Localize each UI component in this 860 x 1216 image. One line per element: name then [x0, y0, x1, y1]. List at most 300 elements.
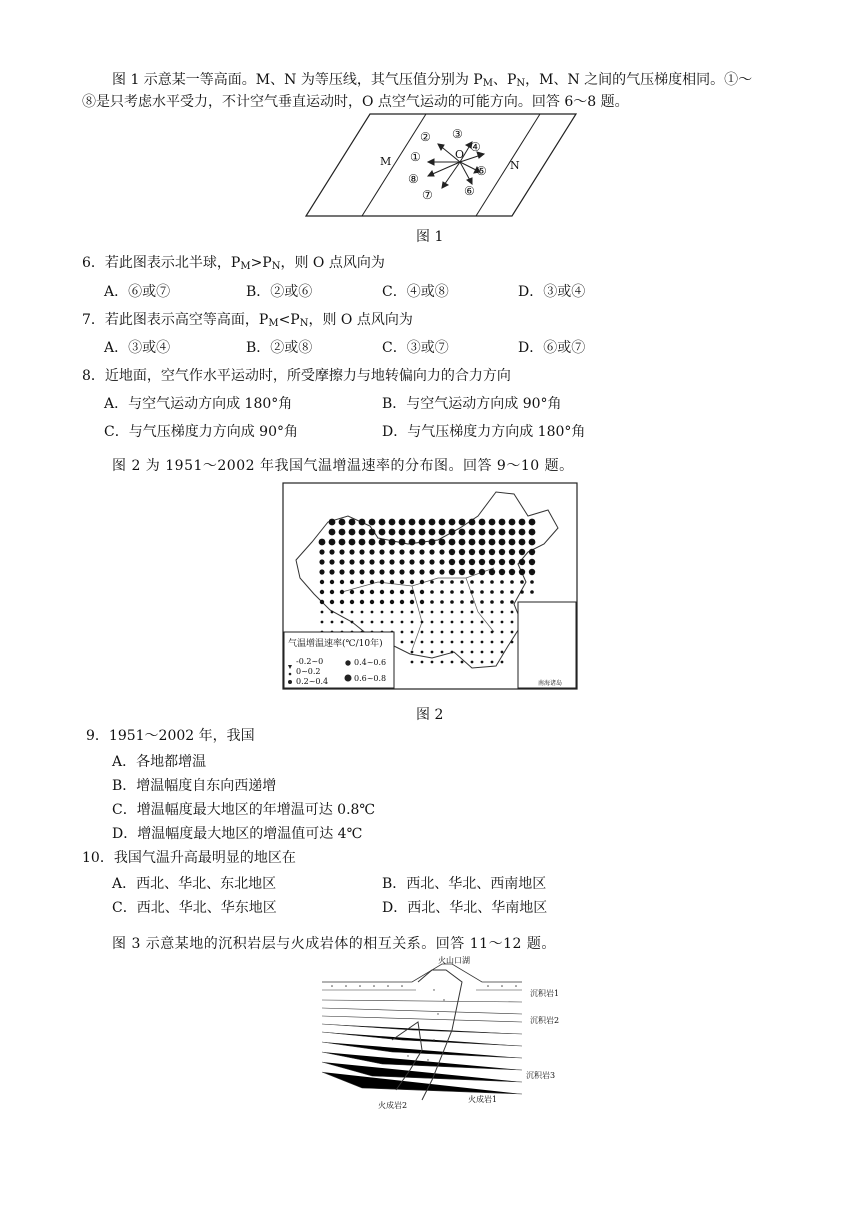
- fig3-label-sedimentary-3: 沉积岩3: [526, 1071, 556, 1080]
- map-dot: [469, 519, 476, 526]
- map-dot: [469, 529, 476, 536]
- map-dot: [349, 539, 356, 546]
- map-dot: [520, 580, 524, 584]
- fig2-legend-item-3: 0.2~0.4: [296, 677, 329, 686]
- map-dot: [529, 529, 536, 536]
- map-dot: [389, 539, 396, 546]
- map-dot: [319, 559, 324, 564]
- map-dot: [461, 621, 464, 624]
- map-dot: [331, 611, 334, 614]
- map-dot: [359, 539, 366, 546]
- map-dot: [441, 641, 444, 644]
- map-dot: [320, 580, 324, 584]
- map-dot: [391, 621, 394, 624]
- map-dot: [329, 539, 336, 546]
- map-dot: [329, 549, 334, 554]
- q8-stem: 8．近地面，空气作水平运动时，所受摩擦力与地转偏向力的合力方向: [82, 368, 511, 384]
- map-dot: [471, 621, 474, 624]
- map-dot: [379, 519, 386, 526]
- map-dot: [411, 631, 414, 634]
- map-dot: [481, 631, 484, 634]
- map-dot: [380, 600, 384, 604]
- map-dot: [339, 559, 344, 564]
- q10-option-c: C．西北、华北、华东地区: [112, 900, 277, 916]
- q7-stem: 7．若此图表示高空等高面，$P_M<P_N$，则 O 点风向为: [82, 312, 413, 329]
- map-dot: [339, 569, 344, 574]
- map-dot: [359, 549, 364, 554]
- fig1-arrow-4: ④: [470, 140, 481, 154]
- map-dot: [369, 559, 374, 564]
- map-dot: [481, 661, 484, 664]
- map-dot: [320, 590, 324, 594]
- map-dot: [431, 641, 434, 644]
- map-dot: [480, 580, 484, 584]
- map-dot: [449, 559, 455, 565]
- fig1-label-m: M: [380, 155, 392, 168]
- map-dot: [369, 519, 376, 526]
- q8-option-b: B．与空气运动方向成 90°角: [382, 396, 562, 412]
- map-dot: [399, 569, 404, 574]
- map-dot: [389, 559, 394, 564]
- map-dot: [360, 590, 364, 594]
- map-dot: [340, 580, 344, 584]
- map-dot: [330, 590, 334, 594]
- map-dot: [501, 641, 504, 644]
- map-dot: [399, 529, 406, 536]
- fig2-legend-item-2: 0~0.2: [296, 667, 321, 676]
- fig2-legend-title: 气温增温速率(℃/10年): [288, 639, 383, 649]
- map-dot: [461, 631, 464, 634]
- map-dot: [449, 529, 456, 536]
- fig2-legend-item-5: 0.6~0.8: [354, 674, 387, 683]
- map-dot: [511, 621, 514, 624]
- map-dot: [431, 661, 434, 664]
- map-dot: [499, 569, 505, 575]
- q10-option-d: D．西北、华北、华南地区: [382, 900, 548, 916]
- map-dot: [490, 580, 494, 584]
- map-dot: [451, 611, 454, 614]
- q9-option-c: C．增温幅度最大地区的年增温可达 0.8℃: [112, 802, 376, 818]
- map-dot: [430, 600, 434, 604]
- map-dot: [520, 590, 524, 594]
- map-dot: [390, 600, 394, 604]
- map-dot: [491, 641, 494, 644]
- map-dot: [491, 631, 494, 634]
- map-dot: [449, 549, 455, 555]
- map-dot: [349, 569, 354, 574]
- map-dot: [479, 569, 485, 575]
- map-dot: [410, 580, 414, 584]
- map-dot: [419, 569, 424, 574]
- map-dot: [381, 611, 384, 614]
- fig1-label-n: N: [510, 159, 520, 172]
- map-dot: [379, 559, 384, 564]
- map-dot: [519, 549, 525, 555]
- intro-2: 图 2 为 1951～2002 年我国气温增温速率的分布图。回答 9～10 题。: [112, 458, 574, 474]
- map-dot: [339, 529, 346, 536]
- map-dot: [451, 661, 454, 664]
- map-dot: [349, 549, 354, 554]
- map-dot: [351, 611, 354, 614]
- map-dot: [339, 549, 344, 554]
- map-dot: [421, 611, 424, 614]
- map-dot: [420, 580, 424, 584]
- map-dot: [409, 529, 416, 536]
- map-dot: [369, 539, 376, 546]
- map-dot: [530, 590, 534, 594]
- q6-option-c: C．④或⑧: [382, 284, 449, 300]
- map-dot: [481, 641, 484, 644]
- intro-1-line-1: 图 1 示意某一等高面。M、N 为等压线，其气压值分别为 $P_M$、$P_N$，M、N 之间的气压梯度相同。①～: [112, 72, 753, 89]
- map-dot: [340, 600, 344, 604]
- map-dot: [431, 651, 434, 654]
- map-dot: [451, 641, 454, 644]
- map-dot: [370, 590, 374, 594]
- map-dot: [461, 641, 464, 644]
- map-dot: [419, 549, 424, 554]
- map-dot: [439, 529, 446, 536]
- map-dot: [519, 539, 526, 546]
- map-dot: [510, 590, 514, 594]
- map-dot: [500, 580, 504, 584]
- map-dot: [460, 590, 464, 594]
- map-dot: [380, 580, 384, 584]
- map-dot: [510, 600, 514, 604]
- map-dot: [399, 539, 406, 546]
- q7-option-b: B．②或⑧: [246, 340, 313, 356]
- q10-option-a: A．西北、华北、东北地区: [112, 876, 277, 892]
- map-dot: [421, 621, 424, 624]
- map-dot: [529, 539, 536, 546]
- map-dot: [511, 611, 514, 614]
- map-dot: [490, 590, 494, 594]
- map-dot: [440, 600, 444, 604]
- q7-option-d: D．⑥或⑦: [518, 340, 586, 356]
- map-dot: [480, 590, 484, 594]
- fig2-inset-label: 南海诸岛: [538, 680, 563, 687]
- map-dot: [479, 529, 486, 536]
- map-dot: [439, 559, 444, 564]
- map-dot: [500, 590, 504, 594]
- map-dot: [509, 559, 515, 565]
- map-dot: [399, 519, 406, 526]
- fig1-arrow-2: ②: [420, 130, 431, 144]
- map-dot: [519, 569, 525, 575]
- map-dot: [471, 641, 474, 644]
- map-dot: [449, 519, 456, 526]
- map-dot: [490, 600, 494, 604]
- map-dot: [329, 529, 336, 536]
- map-dot: [471, 661, 474, 664]
- map-dot: [479, 539, 486, 546]
- map-dot: [339, 519, 346, 526]
- map-dot: [370, 600, 374, 604]
- map-dot: [501, 611, 504, 614]
- map-dot: [401, 641, 404, 644]
- map-dot: [391, 611, 394, 614]
- q9-option-b: B．增温幅度自东向西递增: [112, 778, 277, 794]
- map-dot: [319, 539, 326, 546]
- map-dot: [350, 600, 354, 604]
- map-dot: [469, 569, 475, 575]
- map-dot: [321, 621, 324, 624]
- map-dot: [519, 529, 526, 536]
- map-dot: [329, 569, 334, 574]
- map-dot: [349, 519, 356, 526]
- map-dot: [359, 519, 366, 526]
- map-dot: [350, 590, 354, 594]
- map-dot: [379, 529, 386, 536]
- intro-1-line-2: ⑧是只考虑水平受力，不计空气垂直运动时，O 点空气运动的可能方向。回答 6～8 题。: [82, 94, 629, 110]
- map-dot: [421, 651, 424, 654]
- fig1-arrow-5: ⑤: [476, 164, 487, 178]
- fig3-label-igneous-1: 火成岩1: [468, 1095, 498, 1104]
- q10-option-b: B．西北、华北、西南地区: [382, 876, 547, 892]
- map-dot: [509, 529, 516, 536]
- map-dot: [411, 651, 414, 654]
- figure-1: [300, 112, 580, 220]
- map-dot: [509, 569, 515, 575]
- map-dot: [489, 519, 496, 526]
- map-dot: [421, 631, 424, 634]
- map-dot: [331, 621, 334, 624]
- map-dot: [319, 549, 324, 554]
- map-dot: [421, 641, 424, 644]
- map-dot: [369, 569, 374, 574]
- map-dot: [319, 569, 324, 574]
- map-dot: [329, 519, 336, 526]
- map-dot: [341, 621, 344, 624]
- fig3-label-sedimentary-1: 沉积岩1: [530, 989, 560, 998]
- map-dot: [419, 529, 426, 536]
- map-dot: [389, 529, 396, 536]
- map-dot: [409, 559, 414, 564]
- map-dot: [440, 590, 444, 594]
- map-dot: [469, 559, 475, 565]
- map-dot: [491, 661, 494, 664]
- fig1-arrow-7: ⑦: [422, 188, 433, 202]
- map-dot: [501, 621, 504, 624]
- map-dot: [451, 621, 454, 624]
- map-dot: [359, 529, 366, 536]
- map-dot: [451, 651, 454, 654]
- map-dot: [431, 631, 434, 634]
- map-dot: [359, 569, 364, 574]
- fig3-label-igneous-2: 火成岩2: [378, 1101, 408, 1110]
- map-dot: [361, 621, 364, 624]
- map-dot: [389, 519, 396, 526]
- map-dot: [419, 519, 426, 526]
- q6-option-d: D．③或④: [518, 284, 586, 300]
- map-dot: [449, 569, 455, 575]
- map-dot: [389, 549, 394, 554]
- map-dot: [499, 559, 505, 565]
- map-dot: [400, 600, 404, 604]
- map-dot: [399, 549, 404, 554]
- map-dot: [340, 590, 344, 594]
- map-dot: [509, 539, 516, 546]
- map-dot: [400, 590, 404, 594]
- map-dot: [379, 539, 386, 546]
- map-dot: [431, 611, 434, 614]
- map-dot: [469, 549, 475, 555]
- map-dot: [529, 549, 535, 555]
- map-dot: [429, 569, 434, 574]
- map-dot: [330, 600, 334, 604]
- q9-option-d: D．增温幅度最大地区的增温值可达 4℃: [112, 826, 363, 842]
- fig3-label-sedimentary-2: 沉积岩2: [530, 1016, 560, 1025]
- map-dot: [480, 600, 484, 604]
- map-dot: [441, 651, 444, 654]
- q9-stem: 9．1951～2002 年，我国: [86, 728, 255, 744]
- map-dot: [451, 631, 454, 634]
- map-dot: [530, 580, 534, 584]
- q8-option-c: C．与气压梯度力方向成 90°角: [104, 424, 298, 440]
- map-dot: [369, 549, 374, 554]
- map-dot: [361, 611, 364, 614]
- map-dot: [499, 529, 506, 536]
- map-dot: [379, 569, 384, 574]
- map-dot: [450, 580, 454, 584]
- map-dot: [410, 590, 414, 594]
- map-dot: [519, 559, 525, 565]
- map-dot: [401, 611, 404, 614]
- map-dot: [499, 519, 506, 526]
- fig3-label-crater-lake: 火山口湖: [438, 956, 470, 965]
- map-dot: [339, 539, 346, 546]
- map-dot: [429, 549, 434, 554]
- map-dot: [481, 621, 484, 624]
- map-dot: [329, 559, 334, 564]
- map-dot: [379, 549, 384, 554]
- map-dot: [479, 519, 486, 526]
- map-dot: [529, 519, 536, 526]
- map-dot: [439, 519, 446, 526]
- map-dot: [460, 600, 464, 604]
- figure-2-caption: 图 2: [416, 707, 444, 723]
- map-dot: [489, 539, 496, 546]
- map-dot: [409, 539, 416, 546]
- figure-3-cross-section: [322, 960, 522, 1106]
- fig1-arrow-1: ①: [410, 150, 421, 164]
- map-dot: [471, 631, 474, 634]
- map-dot: [341, 611, 344, 614]
- map-dot: [330, 580, 334, 584]
- map-dot: [501, 661, 504, 664]
- map-dot: [441, 661, 444, 664]
- fig1-arrow-6: ⑥: [464, 184, 475, 198]
- map-dot: [489, 569, 495, 575]
- fig1-arrow-8: ⑧: [408, 172, 419, 186]
- map-dot: [439, 549, 444, 554]
- map-dot: [430, 590, 434, 594]
- map-dot: [439, 569, 444, 574]
- map-dot: [479, 549, 485, 555]
- map-dot: [470, 600, 474, 604]
- map-dot: [489, 559, 495, 565]
- q10-stem: 10．我国气温升高最明显的地区在: [82, 850, 296, 866]
- map-dot: [441, 611, 444, 614]
- map-dot: [401, 621, 404, 624]
- figure-1-caption: 图 1: [416, 229, 444, 245]
- map-dot: [409, 549, 414, 554]
- map-dot: [349, 559, 354, 564]
- figure-2-map: [282, 482, 578, 690]
- map-dot: [441, 631, 444, 634]
- map-dot: [471, 651, 474, 654]
- map-dot: [360, 580, 364, 584]
- map-dot: [390, 590, 394, 594]
- map-dot: [420, 600, 424, 604]
- map-dot: [429, 539, 436, 546]
- map-dot: [441, 621, 444, 624]
- intro-3: 图 3 示意某地的沉积岩层与火成岩体的相互关系。回答 11～12 题。: [112, 936, 556, 952]
- map-dot: [429, 559, 434, 564]
- map-dot: [509, 549, 515, 555]
- map-dot: [489, 549, 495, 555]
- map-dot: [401, 631, 404, 634]
- map-dot: [501, 631, 504, 634]
- map-dot: [371, 611, 374, 614]
- map-dot: [380, 590, 384, 594]
- map-dot: [511, 631, 514, 634]
- map-dot: [509, 519, 516, 526]
- q6-option-b: B．②或⑥: [246, 284, 313, 300]
- map-dot: [419, 559, 424, 564]
- map-dot: [491, 651, 494, 654]
- map-dot: [511, 641, 514, 644]
- map-dot: [470, 590, 474, 594]
- map-dot: [481, 611, 484, 614]
- map-dot: [529, 559, 535, 565]
- map-dot: [409, 569, 414, 574]
- map-dot: [351, 621, 354, 624]
- map-dot: [469, 539, 476, 546]
- map-dot: [411, 621, 414, 624]
- map-dot: [459, 539, 466, 546]
- map-dot: [450, 590, 454, 594]
- map-dot: [519, 519, 526, 526]
- map-dot: [411, 641, 414, 644]
- map-dot: [429, 519, 436, 526]
- map-dot: [400, 580, 404, 584]
- map-dot: [371, 621, 374, 624]
- map-dot: [370, 580, 374, 584]
- map-dot: [491, 621, 494, 624]
- map-dot: [510, 580, 514, 584]
- map-dot: [439, 539, 446, 546]
- map-dot: [459, 549, 465, 555]
- map-dot: [381, 621, 384, 624]
- q8-option-d: D．与气压梯度力方向成 180°角: [382, 424, 586, 440]
- q7-option-a: A．③或④: [104, 340, 171, 356]
- q7-option-c: C．③或⑦: [382, 340, 449, 356]
- map-dot: [359, 559, 364, 564]
- map-dot: [410, 600, 414, 604]
- map-dot: [399, 559, 404, 564]
- fig2-legend-item-4: 0.4~0.6: [354, 658, 387, 667]
- map-dot: [411, 661, 414, 664]
- map-dot: [481, 651, 484, 654]
- map-dot: [420, 590, 424, 594]
- map-dot: [459, 569, 465, 575]
- map-dot: [419, 539, 426, 546]
- map-dot: [321, 611, 324, 614]
- map-dot: [459, 529, 466, 536]
- map-dot: [349, 529, 356, 536]
- map-dot: [491, 611, 494, 614]
- map-dot: [409, 519, 416, 526]
